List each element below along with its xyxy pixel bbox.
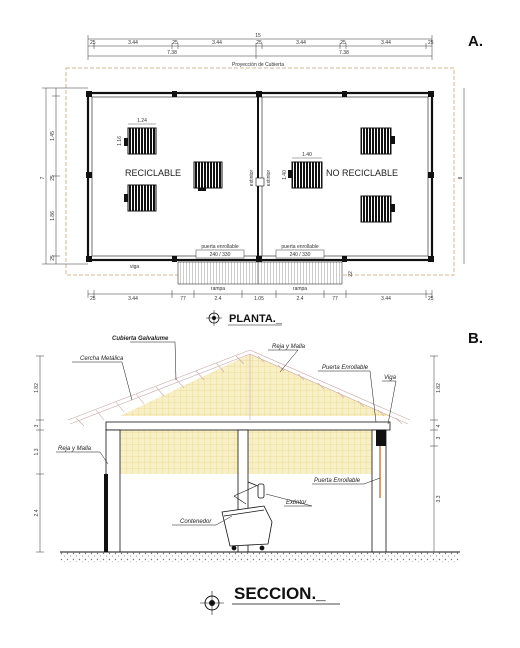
bottom-dim-5: 1.05: [254, 296, 264, 302]
callout-mesh-top: Reja y Malla: [272, 344, 306, 350]
left-total-dim: 7: [40, 176, 46, 180]
door-dim-left: 240 / 330: [209, 252, 231, 258]
bottom-dim-9: 25: [428, 296, 434, 302]
top-dim-6: 3.44: [296, 40, 306, 46]
top-dim-8: 3.44: [381, 40, 391, 46]
room-label-recyclable: RECICLABLE: [124, 168, 182, 178]
section-title: SECCION._: [234, 584, 326, 603]
ramp-height-dim: 22: [348, 271, 354, 277]
extinguisher-label-right: extintor: [266, 169, 272, 187]
panel-label-b: B.: [468, 330, 483, 347]
bottom-dim-3: 77: [180, 296, 186, 302]
left-dimension-lines: [42, 88, 88, 264]
section-left-dim-1: 1.82: [34, 383, 40, 393]
bottom-dim-4: 2.4: [214, 296, 222, 302]
top-dim-1: 25: [90, 40, 96, 46]
section-right-dim-2: 4: [436, 424, 442, 428]
extinguisher-plan-icon: [256, 178, 264, 186]
door-label-right: puerta enrollable: [281, 244, 319, 250]
callout-rolling-door-top: Puerta Enrollable: [322, 365, 369, 371]
left-dim-5: 25: [50, 255, 56, 261]
door-label-left: puerta enrollable: [201, 244, 239, 250]
section-column-left: [106, 430, 120, 552]
bottom-dim-1: 25: [90, 296, 96, 302]
room-label-non-recyclable: NO RECICLABLE: [325, 168, 399, 178]
callout-beam: Viga: [384, 375, 396, 381]
ground-hatch: [60, 552, 460, 562]
section-title-symbol: [200, 591, 224, 615]
beam-label: viga: [130, 264, 140, 270]
bottom-dim-8: 3.44: [381, 296, 391, 302]
left-dim-1: 1.45: [50, 131, 56, 141]
top-dim-5: 25: [256, 40, 262, 46]
bin-dim-1: 1.24: [137, 118, 147, 124]
section-wall-left: [104, 474, 108, 552]
bottom-dim-7: 77: [332, 296, 338, 302]
roof-projection-label: Proyección de Cubierta: [232, 62, 284, 68]
bin-dim-2: 1.16: [117, 136, 123, 146]
access-ramp: [178, 262, 342, 284]
waste-container: [222, 506, 272, 550]
section-beam: [106, 422, 390, 430]
left-dim-2: 1.86: [50, 211, 56, 221]
bin-recyclable-1: [124, 128, 156, 154]
plan-view: [40, 33, 483, 326]
top-total-dim: 15: [255, 33, 261, 39]
top-dim-4: 3.44: [212, 40, 222, 46]
section-right-dim-4: 3.3: [436, 495, 442, 503]
bin-non-recyclable-2: [288, 162, 322, 188]
bin-non-recyclable-3: [361, 196, 395, 222]
rolling-door-drum: [376, 430, 386, 446]
top-dim-7: 25: [340, 40, 346, 46]
top-dim-9: 25: [428, 40, 434, 46]
section-right-dim-3: 3: [436, 436, 442, 440]
callout-truss: Cercha Metálica: [80, 356, 124, 362]
bin-non-recyclable-1: [361, 128, 395, 154]
callout-rolling-door-right: Puerta Enrollable: [314, 478, 361, 484]
top-dim-3: 25: [172, 40, 178, 46]
bin-recyclable-2: [124, 185, 156, 211]
right-total-dim: 8: [458, 176, 464, 180]
callout-extinguisher: Extintor: [286, 500, 307, 506]
plan-title: PLANTA._: [229, 313, 282, 325]
bottom-dim-2: 3.44: [128, 296, 138, 302]
callout-container: Contenedor: [180, 519, 212, 525]
door-dim-right: 240 / 330: [289, 252, 311, 258]
callout-roof: Cubierta Galvalume: [112, 336, 169, 342]
section-left-dim-2: 3: [34, 424, 40, 428]
top-dim-2: 3.44: [128, 40, 138, 46]
top-sub-dim-1: 7.38: [167, 50, 177, 56]
section-left-dim-4: 2.4: [34, 509, 40, 517]
bin-recyclable-3: [194, 162, 222, 191]
top-sub-dim-2: 7.38: [339, 50, 349, 56]
section-right-dim-1: 1.82: [436, 383, 442, 393]
left-dim-3: 25: [50, 175, 56, 181]
section-left-dim-3: 1.3: [34, 448, 40, 456]
bin-dim-4: 1.40: [282, 170, 288, 180]
panel-label-a: A.: [468, 33, 483, 50]
bin-dim-3: 1.40: [302, 152, 312, 158]
callout-mesh-left: Reja y Malla: [58, 446, 92, 452]
plan-title-symbol: [206, 310, 222, 326]
section-view: [34, 330, 483, 615]
ramp-label-left: rampa: [210, 286, 226, 292]
gable-mesh: [120, 354, 390, 416]
wall-mesh: [120, 430, 382, 474]
ramp-label-right: rampa: [292, 286, 308, 292]
extinguisher-label-left: extintor: [249, 169, 255, 187]
bottom-dim-6: 2.4: [296, 296, 304, 302]
